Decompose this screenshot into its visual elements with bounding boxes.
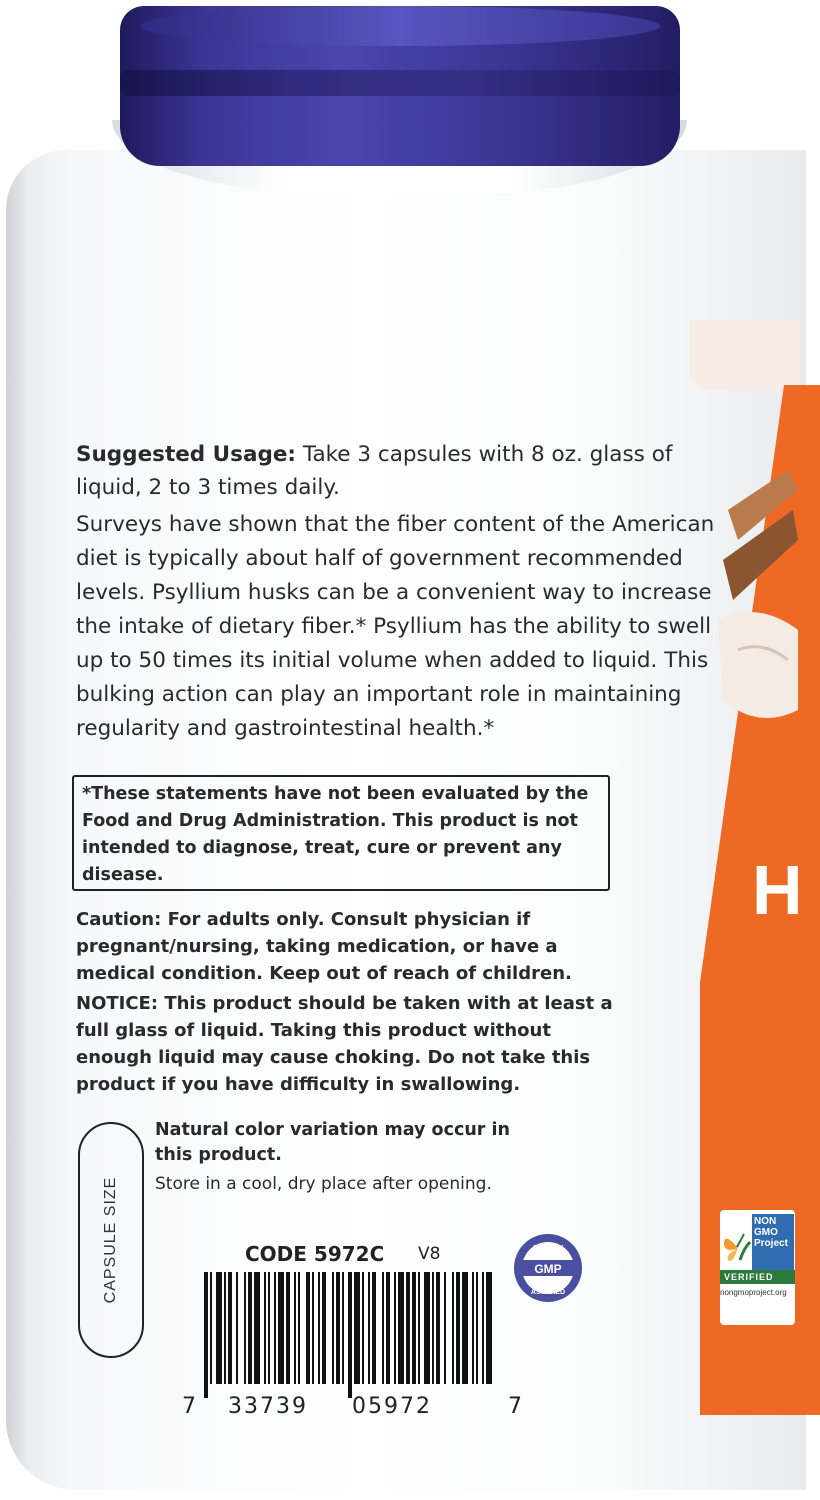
gmp-seal-icon <box>512 1232 584 1304</box>
fda-disclaimer: *These statements have not been evaluated by the Food and Drug Administration. This product is not intended to diagnose, treat, cure or prevent any disease. <box>82 784 589 885</box>
barcode-digit-last: 7 <box>508 1394 524 1419</box>
barcode-digits-left: 33739 <box>228 1394 308 1419</box>
cap-top <box>140 6 660 46</box>
barcode-bar <box>436 1272 440 1384</box>
barcode-bar <box>452 1272 454 1384</box>
barcode-bar <box>278 1272 284 1384</box>
product-code: CODE 5972C <box>245 1242 385 1266</box>
notice-text: NOTICE: This product should be taken with at least a full glass of liquid. Taking this product without enough liquid may cause choking. Do not take this product if you have difficulty in swallowing. <box>76 993 613 1095</box>
barcode-bar <box>306 1272 310 1384</box>
barcode-digits-right: 05972 <box>352 1394 432 1419</box>
barcode-bar <box>476 1272 478 1384</box>
non-gmo-badge <box>720 1210 795 1325</box>
color-variation-note: Natural color variation may occur in this product. <box>155 1120 510 1165</box>
barcode-bar <box>322 1272 326 1384</box>
barcode-bar <box>298 1272 300 1384</box>
barcode-bar <box>406 1272 410 1384</box>
barcode-bar <box>248 1272 252 1384</box>
caution-text: Caution: For adults only. Consult physician if pregnant/nursing, taking medication, or have a medical condition. Keep out of reach of children. <box>76 909 572 984</box>
usage-text: Take 3 capsules with 8 oz. glass of liquid, 2 to 3 times daily. <box>76 442 673 500</box>
barcode-digit-first: 7 <box>182 1394 198 1419</box>
label-version: V8 <box>418 1244 441 1264</box>
non-gmo-site: nongmoproject.org <box>720 1288 787 1297</box>
barcode-bar <box>398 1272 404 1384</box>
gmp-top-text: QUALITY <box>532 1245 564 1252</box>
barcode-bar <box>286 1272 290 1384</box>
barcode <box>204 1272 494 1398</box>
barcode-bar <box>236 1272 238 1384</box>
barcode-bar <box>482 1272 484 1384</box>
cap-rim <box>120 70 680 96</box>
barcode-bar <box>244 1272 246 1384</box>
barcode-bar <box>336 1272 340 1384</box>
barcode-bar <box>462 1272 468 1384</box>
barcode-bar <box>228 1272 232 1384</box>
gmp-bottom-text: ASSURED <box>530 1289 566 1296</box>
barcode-bar <box>424 1272 430 1384</box>
gmp-mid-text: GMP <box>534 1262 562 1276</box>
suggested-usage <box>76 438 716 504</box>
barcode-bar <box>204 1272 208 1398</box>
barcode-bar <box>268 1272 270 1384</box>
barcode-bar <box>418 1272 420 1384</box>
barcode-bar <box>348 1272 352 1398</box>
barcode-bar <box>294 1272 296 1384</box>
front-label-letter: H <box>752 851 803 929</box>
barcode-bar <box>382 1272 384 1384</box>
label-top-strip <box>690 320 800 390</box>
barcode-bar <box>210 1272 212 1384</box>
barcode-bar <box>456 1272 460 1384</box>
capsule-size-label: CAPSULE SIZE <box>102 1176 119 1304</box>
usage-heading: Suggested Usage: <box>76 442 297 467</box>
barcode-bar <box>264 1272 266 1384</box>
butterfly-icon <box>722 1230 752 1264</box>
barcode-bar <box>368 1272 370 1384</box>
psyllium-husk-image <box>718 470 798 810</box>
barcode-bar <box>386 1272 390 1384</box>
barcode-bar <box>332 1272 334 1384</box>
capsule-size-outline <box>78 1122 144 1358</box>
non-gmo-verified: VERIFIED <box>720 1270 795 1284</box>
barcode-bar <box>254 1272 260 1384</box>
barcode-bar <box>318 1272 320 1384</box>
barcode-bar <box>394 1272 396 1384</box>
barcode-bar <box>342 1272 344 1384</box>
barcode-bar <box>274 1272 276 1384</box>
barcode-bar <box>312 1272 314 1384</box>
barcode-bar <box>372 1272 376 1384</box>
non-gmo-text: NON GMO Project <box>752 1214 794 1274</box>
barcode-bar <box>472 1272 474 1384</box>
barcode-bar <box>432 1272 434 1384</box>
barcode-bar <box>412 1272 416 1384</box>
barcode-bar <box>486 1272 492 1384</box>
survey-paragraph: Surveys have shown that the fiber content of the American diet is typically about half of government recommended levels. Psyllium husks can be a convenient way to increase the intake of dietary fiber.* Psyllium has the ability to swell up to 50 times its initial volume when added to liquid. This bulking action can play an important role in maintaining regularity and gastrointestinal health.* <box>76 512 715 741</box>
barcode-bar <box>444 1272 446 1384</box>
barcode-bar <box>216 1272 222 1384</box>
barcode-bar <box>362 1272 364 1384</box>
barcode-bar <box>224 1272 226 1384</box>
barcode-bar <box>354 1272 360 1384</box>
storage-note: Store in a cool, dry place after opening. <box>155 1174 492 1194</box>
